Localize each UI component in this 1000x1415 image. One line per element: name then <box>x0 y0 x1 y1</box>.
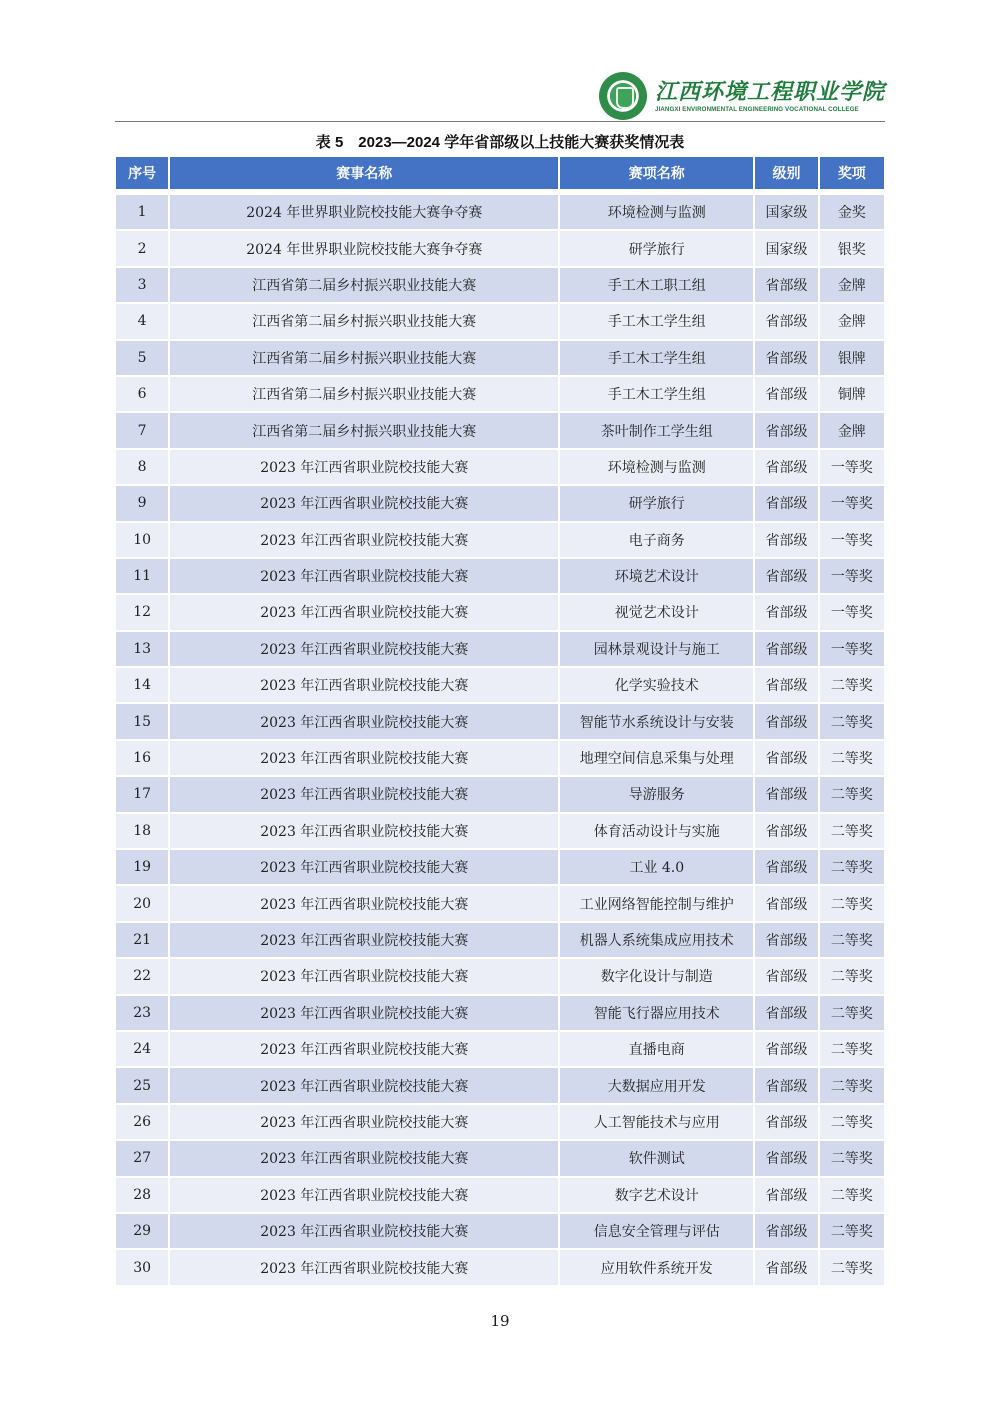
cell-index: 15 <box>116 704 168 738</box>
cell-category-name: 地理空间信息采集与处理 <box>560 741 753 775</box>
cell-event-name: 2023 年江西省职业院校技能大赛 <box>170 486 558 520</box>
cell-category-name: 茶叶制作工学生组 <box>560 413 753 447</box>
header-gap-cell <box>116 191 884 193</box>
table-row <box>116 523 884 557</box>
cell-level: 省部级 <box>755 668 817 702</box>
college-logo <box>599 70 885 122</box>
cell-level: 省部级 <box>755 1250 817 1284</box>
cell-event-name: 2023 年江西省职业院校技能大赛 <box>170 1178 558 1212</box>
column-header-level: 级别 <box>755 157 817 189</box>
cell-index: 4 <box>116 304 168 338</box>
college-seal-icon <box>599 72 647 120</box>
cell-index: 6 <box>116 377 168 411</box>
table-row <box>116 886 884 920</box>
column-header-award: 奖项 <box>820 157 884 189</box>
cell-level: 省部级 <box>755 595 817 629</box>
cell-event-name: 2023 年江西省职业院校技能大赛 <box>170 959 558 993</box>
table-row <box>116 195 884 229</box>
cell-event-name: 2023 年江西省职业院校技能大赛 <box>170 1068 558 1102</box>
cell-award: 二等奖 <box>820 959 884 993</box>
table-header-row <box>116 157 884 189</box>
cell-level: 省部级 <box>755 450 817 484</box>
table-row <box>116 413 884 447</box>
cell-award: 二等奖 <box>820 996 884 1030</box>
header-divider <box>115 121 885 122</box>
table-row <box>116 1178 884 1212</box>
cell-event-name: 江西省第二届乡村振兴职业技能大赛 <box>170 377 558 411</box>
table-row <box>116 377 884 411</box>
cell-level: 省部级 <box>755 1178 817 1212</box>
cell-award: 二等奖 <box>820 886 884 920</box>
cell-level: 省部级 <box>755 1141 817 1175</box>
cell-level: 省部级 <box>755 1214 817 1248</box>
table-row <box>116 1214 884 1248</box>
cell-award: 金牌 <box>820 268 884 302</box>
cell-category-name: 工业 4.0 <box>560 850 753 884</box>
cell-category-name: 电子商务 <box>560 523 753 557</box>
cell-event-name: 2023 年江西省职业院校技能大赛 <box>170 741 558 775</box>
cell-index: 21 <box>116 923 168 957</box>
cell-level: 省部级 <box>755 1032 817 1066</box>
cell-level: 省部级 <box>755 632 817 666</box>
cell-award: 二等奖 <box>820 1178 884 1212</box>
cell-level: 省部级 <box>755 777 817 811</box>
cell-event-name: 2023 年江西省职业院校技能大赛 <box>170 923 558 957</box>
cell-index: 27 <box>116 1141 168 1175</box>
cell-index: 2 <box>116 231 168 265</box>
table-row <box>116 959 884 993</box>
cell-award: 一等奖 <box>820 450 884 484</box>
cell-index: 3 <box>116 268 168 302</box>
cell-level: 省部级 <box>755 814 817 848</box>
cell-award: 银牌 <box>820 341 884 375</box>
table-row <box>116 996 884 1030</box>
cell-category-name: 环境艺术设计 <box>560 559 753 593</box>
cell-award: 一等奖 <box>820 595 884 629</box>
cell-category-name: 机器人系统集成应用技术 <box>560 923 753 957</box>
table-row <box>116 1141 884 1175</box>
cell-category-name: 体育活动设计与实施 <box>560 814 753 848</box>
cell-award: 二等奖 <box>820 1250 884 1284</box>
cell-category-name: 手工木工职工组 <box>560 268 753 302</box>
cell-event-name: 2023 年江西省职业院校技能大赛 <box>170 1141 558 1175</box>
cell-award: 二等奖 <box>820 704 884 738</box>
cell-event-name: 江西省第二届乡村振兴职业技能大赛 <box>170 413 558 447</box>
cell-index: 20 <box>116 886 168 920</box>
table-row <box>116 1068 884 1102</box>
cell-level: 省部级 <box>755 268 817 302</box>
cell-index: 1 <box>116 195 168 229</box>
cell-category-name: 信息安全管理与评估 <box>560 1214 753 1248</box>
page-header <box>115 70 885 122</box>
cell-level: 省部级 <box>755 886 817 920</box>
cell-index: 18 <box>116 814 168 848</box>
cell-award: 金奖 <box>820 195 884 229</box>
table-row <box>116 632 884 666</box>
cell-level: 国家级 <box>755 231 817 265</box>
table-row <box>116 268 884 302</box>
cell-event-name: 2023 年江西省职业院校技能大赛 <box>170 1250 558 1284</box>
cell-award: 金牌 <box>820 304 884 338</box>
cell-award: 二等奖 <box>820 1032 884 1066</box>
cell-index: 5 <box>116 341 168 375</box>
cell-index: 16 <box>116 741 168 775</box>
cell-event-name: 2023 年江西省职业院校技能大赛 <box>170 886 558 920</box>
awards-table <box>114 155 886 1287</box>
table-row <box>116 1105 884 1139</box>
cell-index: 28 <box>116 1178 168 1212</box>
cell-category-name: 人工智能技术与应用 <box>560 1105 753 1139</box>
cell-level: 省部级 <box>755 741 817 775</box>
cell-award: 二等奖 <box>820 1105 884 1139</box>
cell-index: 12 <box>116 595 168 629</box>
cell-event-name: 2024 年世界职业院校技能大赛争夺赛 <box>170 231 558 265</box>
cell-index: 8 <box>116 450 168 484</box>
cell-category-name: 手工木工学生组 <box>560 304 753 338</box>
column-header-category: 赛项名称 <box>560 157 753 189</box>
college-name-cn: 江西环境工程职业学院 <box>654 78 885 105</box>
cell-event-name: 2023 年江西省职业院校技能大赛 <box>170 559 558 593</box>
table-row <box>116 777 884 811</box>
cell-event-name: 2023 年江西省职业院校技能大赛 <box>170 777 558 811</box>
cell-award: 一等奖 <box>820 523 884 557</box>
cell-event-name: 2023 年江西省职业院校技能大赛 <box>170 450 558 484</box>
table-row <box>116 704 884 738</box>
cell-level: 省部级 <box>755 523 817 557</box>
cell-category-name: 研学旅行 <box>560 231 753 265</box>
cell-event-name: 江西省第二届乡村振兴职业技能大赛 <box>170 341 558 375</box>
cell-event-name: 2024 年世界职业院校技能大赛争夺赛 <box>170 195 558 229</box>
cell-category-name: 化学实验技术 <box>560 668 753 702</box>
cell-category-name: 智能飞行器应用技术 <box>560 996 753 1030</box>
cell-index: 17 <box>116 777 168 811</box>
cell-index: 24 <box>116 1032 168 1066</box>
cell-award: 二等奖 <box>820 1068 884 1102</box>
cell-event-name: 2023 年江西省职业院校技能大赛 <box>170 704 558 738</box>
column-header-event: 赛事名称 <box>170 157 558 189</box>
cell-level: 省部级 <box>755 486 817 520</box>
cell-category-name: 环境检测与监测 <box>560 195 753 229</box>
cell-category-name: 研学旅行 <box>560 486 753 520</box>
cell-award: 一等奖 <box>820 559 884 593</box>
cell-award: 二等奖 <box>820 741 884 775</box>
cell-category-name: 园林景观设计与施工 <box>560 632 753 666</box>
column-header-index: 序号 <box>116 157 168 189</box>
table-row <box>116 1032 884 1066</box>
cell-category-name: 直播电商 <box>560 1032 753 1066</box>
cell-award: 金牌 <box>820 413 884 447</box>
cell-category-name: 环境检测与监测 <box>560 450 753 484</box>
cell-category-name: 智能节水系统设计与安装 <box>560 704 753 738</box>
cell-event-name: 2023 年江西省职业院校技能大赛 <box>170 996 558 1030</box>
college-wordmark <box>655 79 885 114</box>
cell-index: 14 <box>116 668 168 702</box>
table-row <box>116 559 884 593</box>
cell-event-name: 江西省第二届乡村振兴职业技能大赛 <box>170 304 558 338</box>
table-body <box>116 191 884 1285</box>
cell-award: 银奖 <box>820 231 884 265</box>
cell-index: 22 <box>116 959 168 993</box>
cell-level: 省部级 <box>755 850 817 884</box>
table-caption: 表 5 2023—2024 学年省部级以上技能大赛获奖情况表 <box>315 134 685 151</box>
cell-level: 省部级 <box>755 341 817 375</box>
table-row <box>116 923 884 957</box>
cell-level: 省部级 <box>755 559 817 593</box>
table-row <box>116 741 884 775</box>
cell-award: 二等奖 <box>820 668 884 702</box>
table-row <box>116 304 884 338</box>
cell-event-name: 2023 年江西省职业院校技能大赛 <box>170 1105 558 1139</box>
cell-level: 省部级 <box>755 996 817 1030</box>
table-row <box>116 1250 884 1284</box>
college-name-en: JIANGXI ENVIRONMENTAL ENGINEERING VOCATIONAL COLLEGE <box>654 105 859 113</box>
header-gap <box>116 191 884 193</box>
cell-category-name: 应用软件系统开发 <box>560 1250 753 1284</box>
table-row <box>116 231 884 265</box>
cell-award: 一等奖 <box>820 486 884 520</box>
cell-award: 二等奖 <box>820 777 884 811</box>
table-row <box>116 850 884 884</box>
cell-category-name: 导游服务 <box>560 777 753 811</box>
cell-award: 二等奖 <box>820 814 884 848</box>
cell-event-name: 2023 年江西省职业院校技能大赛 <box>170 1032 558 1066</box>
cell-award: 一等奖 <box>820 632 884 666</box>
cell-level: 国家级 <box>755 195 817 229</box>
cell-index: 7 <box>116 413 168 447</box>
cell-category-name: 软件测试 <box>560 1141 753 1175</box>
cell-award: 铜牌 <box>820 377 884 411</box>
cell-event-name: 2023 年江西省职业院校技能大赛 <box>170 814 558 848</box>
cell-level: 省部级 <box>755 959 817 993</box>
cell-event-name: 2023 年江西省职业院校技能大赛 <box>170 850 558 884</box>
cell-award: 二等奖 <box>820 1214 884 1248</box>
table-row <box>116 486 884 520</box>
table-row <box>116 595 884 629</box>
page-number: 19 <box>490 1312 510 1330</box>
cell-index: 25 <box>116 1068 168 1102</box>
cell-category-name: 手工木工学生组 <box>560 341 753 375</box>
cell-award: 二等奖 <box>820 1141 884 1175</box>
cell-event-name: 2023 年江西省职业院校技能大赛 <box>170 523 558 557</box>
cell-category-name: 数字化设计与制造 <box>560 959 753 993</box>
cell-index: 19 <box>116 850 168 884</box>
cell-event-name: 2023 年江西省职业院校技能大赛 <box>170 1214 558 1248</box>
cell-index: 13 <box>116 632 168 666</box>
table-row <box>116 341 884 375</box>
cell-level: 省部级 <box>755 413 817 447</box>
cell-event-name: 2023 年江西省职业院校技能大赛 <box>170 595 558 629</box>
cell-level: 省部级 <box>755 304 817 338</box>
cell-index: 26 <box>116 1105 168 1139</box>
table-row <box>116 668 884 702</box>
cell-award: 二等奖 <box>820 923 884 957</box>
cell-category-name: 数字艺术设计 <box>560 1178 753 1212</box>
cell-category-name: 手工木工学生组 <box>560 377 753 411</box>
cell-index: 11 <box>116 559 168 593</box>
cell-category-name: 视觉艺术设计 <box>560 595 753 629</box>
cell-event-name: 2023 年江西省职业院校技能大赛 <box>170 632 558 666</box>
cell-index: 10 <box>116 523 168 557</box>
cell-level: 省部级 <box>755 923 817 957</box>
cell-event-name: 江西省第二届乡村振兴职业技能大赛 <box>170 268 558 302</box>
cell-level: 省部级 <box>755 704 817 738</box>
cell-level: 省部级 <box>755 377 817 411</box>
cell-index: 9 <box>116 486 168 520</box>
cell-index: 23 <box>116 996 168 1030</box>
table-row <box>116 814 884 848</box>
cell-event-name: 2023 年江西省职业院校技能大赛 <box>170 668 558 702</box>
cell-award: 二等奖 <box>820 850 884 884</box>
cell-level: 省部级 <box>755 1105 817 1139</box>
cell-index: 30 <box>116 1250 168 1284</box>
cell-index: 29 <box>116 1214 168 1248</box>
cell-level: 省部级 <box>755 1068 817 1102</box>
cell-category-name: 工业网络智能控制与维护 <box>560 886 753 920</box>
cell-category-name: 大数据应用开发 <box>560 1068 753 1102</box>
table-row <box>116 450 884 484</box>
